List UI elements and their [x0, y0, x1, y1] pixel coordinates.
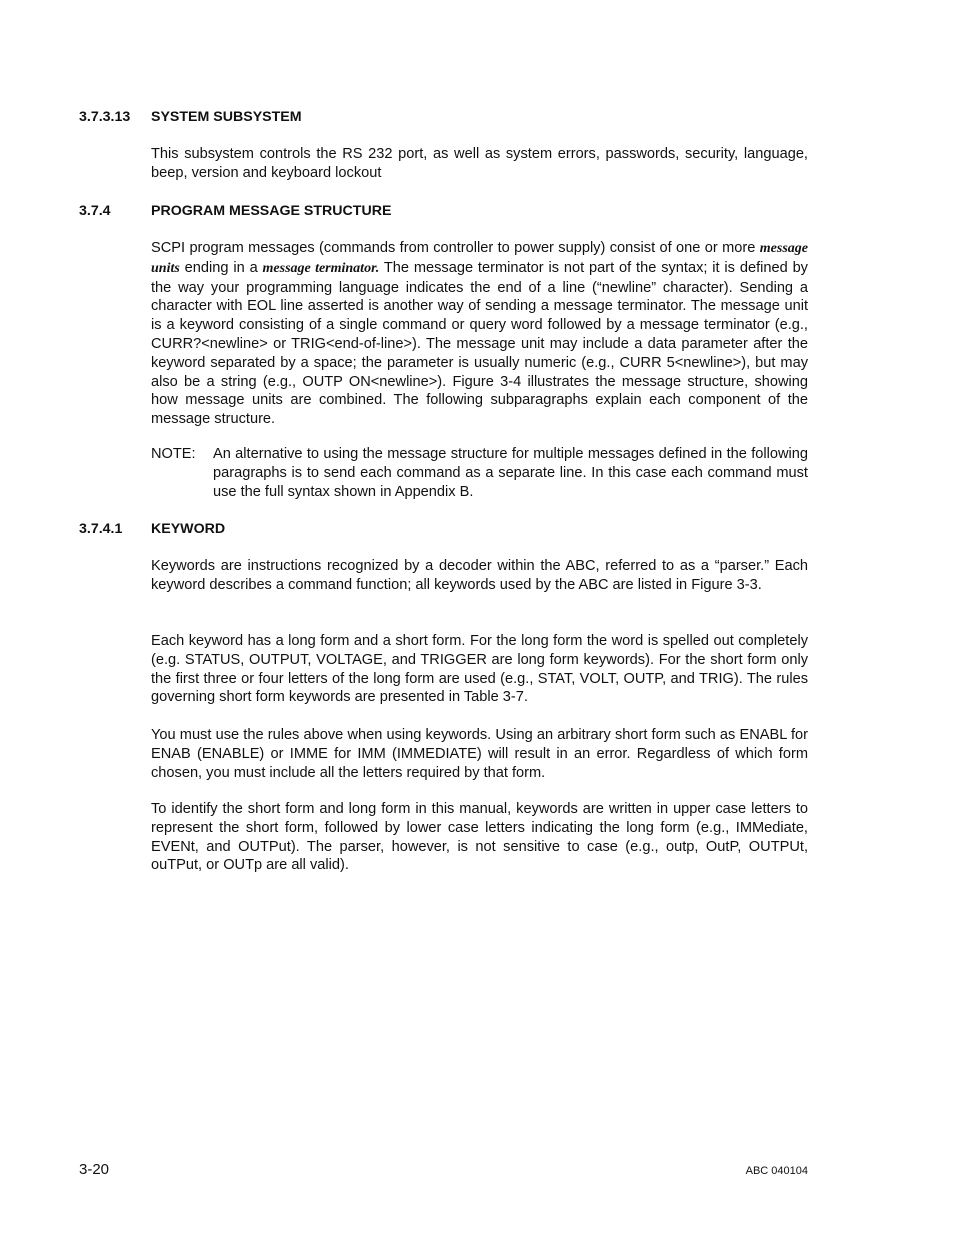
paragraph-program-message-structure: [151, 239, 808, 429]
section-number: 3.7.4.1: [79, 521, 123, 537]
section-title: SYSTEM SUBSYSTEM: [151, 109, 302, 125]
paragraph-text: ending in a: [179, 259, 263, 276]
paragraph-keyword-case: To identify the short form and long form in this manual, keywords are written in upper case letters to represent the short form, followed by lower case letters indicating the long form (e.g., IMMediate, EVENt, and OUTPut). The parser, however, is not sensitive to case (e.g., outp, OutP, OUTPUt, ouTPut, or OUTp are all valid).: [151, 801, 808, 874]
paragraph-keyword-rules: You must use the rules above when using keywords. Using an arbitrary short form such as ENABL for ENAB (ENABLE) or IMME for IMM (IMMEDIATE) will result in an error. Regardless of which form chosen, you must include all the letters required by that form.: [151, 727, 808, 781]
paragraph-keyword-forms: Each keyword has a long form and a short form. For the long form the word is spelled out completely (e.g. STATUS, OUTPUT, VOLTAGE, and TRIGGER are long form keywords). For the short form only the first three or four letters of the long form are used (e.g., STAT, VOLT, OUTP, and TRIG). The rules governing short form keywords are presented in Table 3-7.: [151, 633, 808, 706]
emphasis-message-units: message units: [151, 241, 808, 276]
paragraph-system-subsystem: This subsystem controls the RS 232 port, as well as system errors, passwords, security, language, beep, version and keyboard lockout: [151, 146, 808, 181]
section-heading-system-subsystem: [79, 109, 302, 125]
document-id: ABC 040104: [745, 1165, 808, 1177]
section-number: 3.7.4: [79, 203, 111, 219]
note-block: [151, 445, 808, 501]
section-title: PROGRAM MESSAGE STRUCTURE: [151, 203, 392, 219]
emphasis-message-terminator: message terminator.: [262, 260, 380, 276]
section-number: 3.7.3.13: [79, 109, 131, 125]
paragraph-text: The message terminator is not part of the syntax; it is defined by the way your programming language indicates the end of a line (“newline” character). Sending a character with EOL line asserted is another way of sending a message terminator. The message unit is a keyword consisting of a single command or query word followed by a message terminator (e.g., CURR?<newline> or TRIG<end-of-line>). The message unit may include a data parameter after the keyword separated by a space; the parameter is usually numeric (e.g., CURR 5<newline>), but may also be a string (e.g., OUTP ON<newline>). Figure 3-4 illustrates the message structure, showing how message units are combined. The following subparagraphs explain each component of the message structure.: [151, 259, 808, 428]
section-heading-keyword: [79, 521, 225, 537]
paragraph-text: SCPI program messages (commands from controller to power supply) consist of one or more: [151, 240, 756, 256]
paragraph-keyword-intro: Keywords are instructions recognized by a decoder within the ABC, referred to as a “parser.” Each keyword describes a command function; all keywords used by the ABC are listed in Figure 3-3.: [151, 558, 808, 593]
page-number: 3-20: [79, 1161, 110, 1178]
section-heading-program-message-structure: [79, 203, 391, 219]
note-text: An alternative to using the message structure for multiple messages defined in the following paragraphs is to send each command as a separate line. In this case each command must use the full syntax shown in Appendix B.: [213, 446, 808, 500]
note-label: NOTE:: [151, 446, 196, 462]
section-title: KEYWORD: [151, 521, 226, 537]
